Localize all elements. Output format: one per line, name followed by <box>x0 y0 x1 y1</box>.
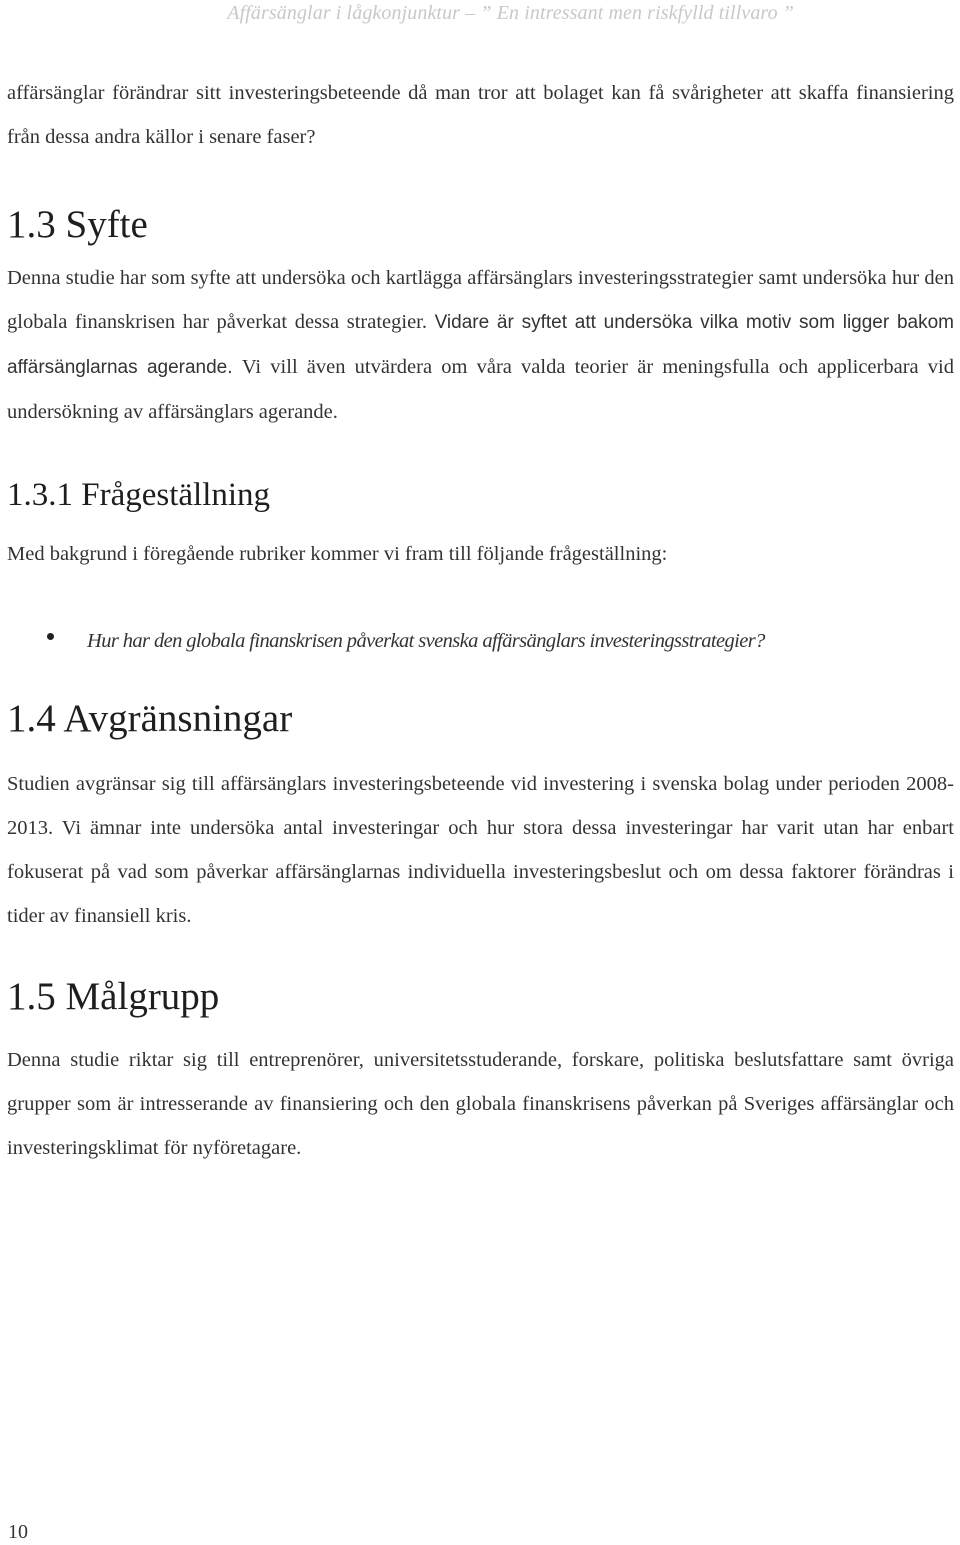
spacer <box>7 159 954 201</box>
spacer <box>7 938 954 973</box>
syfte-text-part2: Vidare är syftet att undersöka vilka motiv som ligger bakom affärsänglarnas agerande. <box>7 312 954 378</box>
bullet-icon <box>47 633 54 640</box>
intro-paragraph: affärsänglar förändrar sitt investeringsbeteende då man tror att bolaget kan få svårigheter att skaffa finansiering från dessa andra källor i senare faser? <box>7 82 954 148</box>
spacer <box>7 517 954 532</box>
spacer <box>7 434 954 473</box>
section-heading-malgrupp: 1.5 Målgrupp <box>7 975 220 1018</box>
avgransningar-paragraph: Studien avgränsar sig till affärsänglars investeringsbeteende vid investering i svenska bolag under perioden 2008-2013. Vi ämnar inte undersöka antal investeringar och hur stora dessa investeringar har varit utan har enbart fokuserat på vad som påverkar affärsänglarnas individuella investeringsbeslut och om dessa faktorer förändras i tider av finansiell kris. <box>7 773 954 927</box>
section-heading-fragestallning: 1.3.1 Frågeställning <box>7 477 271 513</box>
research-question: Hur har den globala finanskrisen påverkat svenska affärsänglars investeringsstrategier? <box>87 630 765 652</box>
spacer <box>7 249 954 256</box>
section-heading-syfte: 1.3 Syfte <box>7 203 148 246</box>
spacer <box>7 743 954 762</box>
malgrupp-paragraph: Denna studie riktar sig till entreprenörer, universitetsstuderande, forskare, politiska beslutsfattare samt övriga grupper som är intresserande av finansiering och den globala finanskrisens påverkan på Sveriges affärsänglar och investeringsklimat för nyföretagare. <box>7 1049 954 1159</box>
syfte-paragraph <box>7 256 954 434</box>
fragestallning-paragraph: Med bakgrund i föregående rubriker kommer vi fram till följande frågeställning: <box>7 543 668 565</box>
document-body <box>7 71 954 1170</box>
section-heading-avgransningar: 1.4 Avgränsningar <box>7 697 293 740</box>
page-number: 10 <box>8 1521 28 1543</box>
spacer <box>7 1021 954 1038</box>
syfte-text-part3: Vi vill även utvärdera om våra valda teorier är meningsfulla och applicerbara vid undersökning av affärsänglars agerande. <box>7 356 954 423</box>
research-question-item <box>7 619 954 663</box>
syfte-text-part1: Denna studie har som syfte att undersöka och kartlägga affärsänglars investeringsstrategier samt undersöka hur den globala finanskrisen har påverkat dessa strategier. <box>7 267 954 333</box>
spacer <box>7 663 954 695</box>
spacer <box>7 576 954 619</box>
running-header: Affärsänglar i lågkonjunktur – ” En intressant men riskfylld tillvaro ” <box>227 2 794 24</box>
